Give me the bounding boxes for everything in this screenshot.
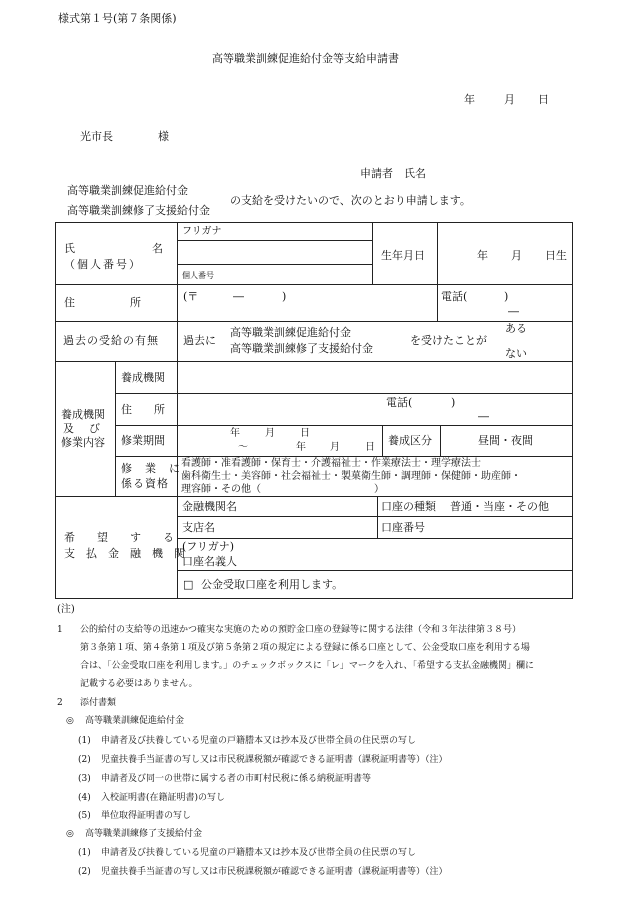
applicant-label: 申請者 [360,167,393,180]
institution-phone-label: 電話( [386,396,413,409]
note-1-line-3: 合は、「公金受取口座を利用します。」のチェックボックスに「レ」マークを入れ、「希望する支払金融機関」欄に [80,661,534,671]
request-text: の支給を受けたいので、次のとおり申請します。 [230,194,471,207]
account-type-label: 口座の種類 [381,500,436,513]
notes-heading: (注) [57,604,75,615]
list-item: 申請者及び同一の世帯に属する者の市町村民税に係る納税証明書等 [101,774,372,784]
period-end-year: 年 [296,442,306,453]
qualification-line-1: 看護師・准看護師・保育士・介護福祉士・作業療法士・理学療法士 [181,458,481,469]
note-2-number: 2 [57,698,63,708]
address-label: 住 所 [64,296,141,309]
qualification-label-1: 修 業 に [121,462,181,475]
phone-label: 電話( [441,290,468,303]
postal-suffix: ) [282,290,287,303]
account-type-value[interactable]: 普通・当座・その他 [450,500,549,513]
date-day-label: 日 [538,93,549,106]
list-item-number: (1) [78,848,91,858]
form-number: 様式第１号(第７条関係) [58,12,177,25]
note-2-heading: 添付書類 [80,698,117,708]
phone-dash: ― [508,305,519,318]
period-start-year: 年 [230,428,240,439]
qualification-line-2: 歯科衛生士・美容師・社会福祉士・製菓衛生師・調理師・保健師・助産師・ [181,471,521,482]
benefit-option-2: 高等職業訓練修了支援給付金 [67,204,210,217]
period-tilde: ～ [238,442,248,453]
note-1-line-4: 記載する必要はありません。 [80,679,198,689]
individual-number-caption: 個人番号 [182,271,214,280]
list-item: 申請者及び扶養している児童の戸籍謄本又は抄本及び世帯全員の住民票の写し [101,848,417,858]
date-year-label: 年 [464,93,475,106]
benefit-option-1: 高等職業訓練促進給付金 [67,184,188,197]
period-start-month: 月 [265,428,275,439]
past-prefix: 過去に [183,334,216,347]
name-label: 氏 名 [64,242,163,255]
course-value[interactable]: 昼間・夜間 [478,434,533,447]
postal-prefix: (〒 [183,290,199,303]
institution-label: 養成機関 [121,371,165,384]
group-2-title: 高等職業訓練修了支援給付金 [85,829,203,839]
applicant-name-label: 氏名 [404,167,426,180]
list-item: 児童扶養手当証書の写し又は市民税課税額が確認できる証明書（課税証明書等）（注） [101,867,448,877]
list-item-number: (2) [78,755,91,765]
addressee: 光市長 [80,130,113,143]
form-title: 高等職業訓練促進給付金等支給申請書 [212,52,399,65]
institution-phone-suffix: ) [451,396,456,409]
past-no-option[interactable]: ない [505,347,527,360]
branch-label: 支店名 [182,521,215,534]
note-1-number: 1 [57,625,63,635]
institution-address-label: 住 所 [121,403,165,416]
dob-day-label: 日生 [545,249,567,262]
past-yes-option[interactable]: ある [505,322,527,335]
list-item: 申請者及び扶養している児童の戸籍謄本又は抄本及び世帯全員の住民票の写し [101,736,417,746]
list-item: 児童扶養手当証書の写し又は市民税課税額が確認できる証明書（課税証明書等）（注） [101,755,448,765]
public-account-text: 公金受取口座を利用します。 [201,578,344,591]
bank-group-label-1: 希 望 す る [64,531,174,544]
account-holder-label: 口座名義人 [182,555,237,568]
list-item: 単位取得証明書の写し [101,811,192,821]
group-1-mark: ◎ [66,716,74,726]
period-start-day: 日 [300,428,310,439]
course-label: 養成区分 [388,434,432,447]
account-number-label: 口座番号 [381,521,425,534]
past-option-2: 高等職業訓練修了支援給付金 [230,342,373,355]
training-group-label-3: 修業内容 [61,436,105,449]
furigana-label: フリガナ [182,226,222,237]
addressee-honorific: 様 [158,130,169,143]
phone-suffix: ) [504,290,509,303]
bank-group-label-2: 支 払 金 融 機 関 [64,547,185,560]
past-receipt-label: 過去の受給の有無 [63,334,159,347]
postal-dash: ― [233,290,244,303]
list-item-number: (1) [78,736,91,746]
list-item: 入校証明書(在籍証明書)の写し [101,793,226,803]
note-1-line-2: 第３条第１項、第４条第１項及び第５条第２項の規定による登録に係る口座として、公金受取口座を利用する場 [80,643,530,653]
note-1-line-1: 公的給付の支給等の迅速かつ確実な実施のための預貯金口座の登録等に関する法律（令和３年法律第３８号） [80,625,522,635]
qualification-line-3: 理容師・その他（ [181,484,261,495]
training-group-label-1: 養成機関 [61,408,105,421]
institution-phone-dash: ― [478,410,489,423]
group-1-title: 高等職業訓練促進給付金 [85,716,185,726]
individual-number-label: （個人番号） [64,258,142,271]
list-item-number: (4) [78,793,91,803]
list-item-number: (2) [78,867,91,877]
past-option-1: 高等職業訓練促進給付金 [230,326,351,339]
public-account-checkbox[interactable]: □ [183,578,194,591]
period-label: 修業期間 [121,434,165,447]
date-month-label: 月 [504,93,515,106]
qualification-label-2: 係る資格 [121,477,169,490]
past-mid-text: を受けたことが [410,334,487,347]
list-item-number: (3) [78,774,91,784]
list-item-number: (5) [78,811,91,821]
group-2-mark: ◎ [66,829,74,839]
period-end-day: 日 [365,442,375,453]
bank-name-label: 金融機関名 [182,500,237,513]
qualification-line-3-end: ） [374,484,384,495]
dob-label: 生年月日 [381,249,425,262]
dob-year-label: 年 [477,249,488,262]
period-end-month: 月 [330,442,340,453]
dob-month-label: 月 [511,249,522,262]
training-group-label-2: 及 び [63,422,102,435]
holder-furigana-label: (フリガナ) [182,540,235,553]
